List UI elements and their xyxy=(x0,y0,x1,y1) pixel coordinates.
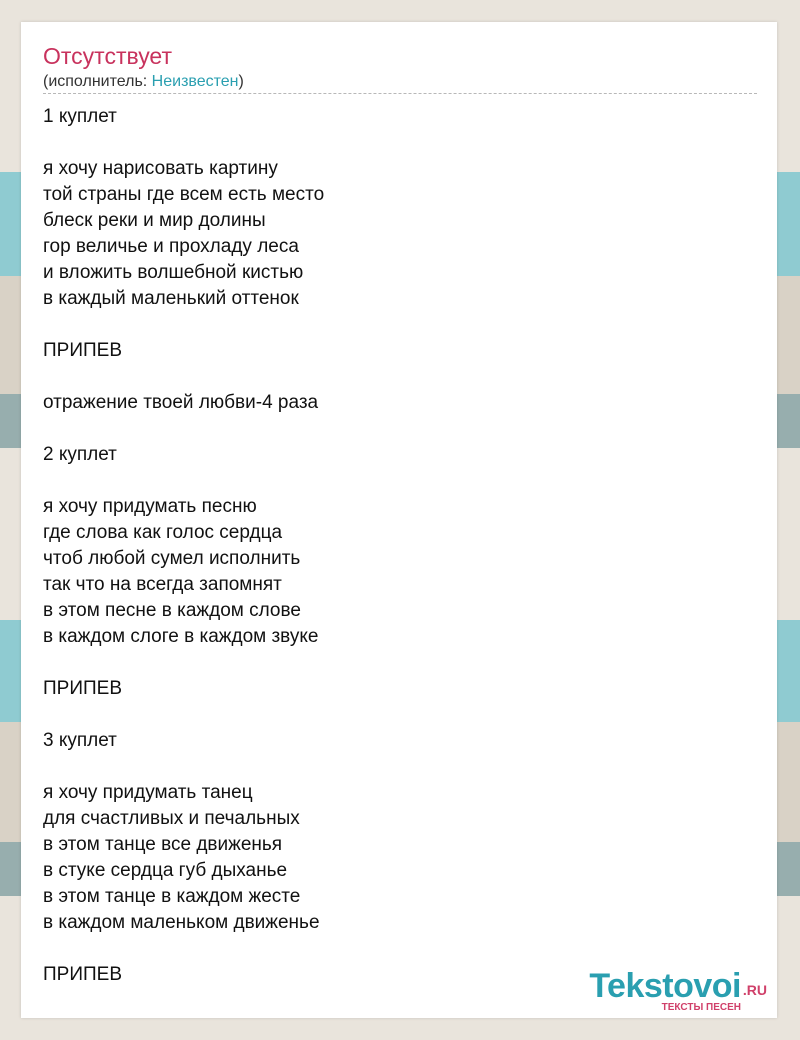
lyrics-line: в каждый маленький оттенок xyxy=(43,288,299,309)
lyrics-line: гор величье и прохладу леса xyxy=(43,236,299,257)
lyrics-blank-line xyxy=(43,468,743,494)
lyrics-line: в каждом слоге в каждом звуке xyxy=(43,626,319,647)
lyrics-blank-line xyxy=(43,754,743,780)
lyrics-line: и вложить волшебной кистью xyxy=(43,262,304,283)
title-divider xyxy=(43,93,757,94)
lyrics-blank-line xyxy=(43,312,743,338)
lyrics-line: для счастливых и печальных xyxy=(43,808,300,829)
song-title: Отсутствует xyxy=(43,43,172,69)
lyrics-line: 2 куплет xyxy=(43,444,117,465)
lyrics-line: блеск реки и мир долины xyxy=(43,210,266,231)
lyrics-line: в этом песне в каждом слове xyxy=(43,600,301,621)
artist-line xyxy=(43,72,244,92)
lyrics-line: чтоб любой сумел исполнить xyxy=(43,548,301,569)
lyrics-line: ПРИПЕВ xyxy=(43,964,122,985)
lyrics-blank-line xyxy=(43,364,743,390)
lyrics-line: в этом танце в каждом жесте xyxy=(43,886,301,907)
lyrics-line: той страны где всем есть место xyxy=(43,184,325,205)
artist-prefix: (исполнитель: xyxy=(43,73,152,90)
lyrics-line: 3 куплет xyxy=(43,730,117,751)
lyrics-blank-line xyxy=(43,936,743,962)
lyrics-line: отражение твоей любви-4 раза xyxy=(43,392,319,413)
lyrics-line: в стуке сердца губ дыханье xyxy=(43,860,288,881)
artist-suffix: ) xyxy=(238,73,244,90)
logo-name: Tekstovoi xyxy=(589,967,741,1005)
lyrics-line: так что на всегда запомнят xyxy=(43,574,282,595)
lyrics-line: я хочу нарисовать картину xyxy=(43,158,278,179)
lyrics-line: в этом танце все движенья xyxy=(43,834,283,855)
lyrics-blank-line xyxy=(43,650,743,676)
lyrics-line: 1 куплет xyxy=(43,106,117,127)
artist-link[interactable]: Неизвестен xyxy=(151,73,239,90)
lyrics-text xyxy=(43,104,743,988)
lyrics-line: ПРИПЕВ xyxy=(43,678,122,699)
logo-tld: .RU xyxy=(742,982,767,998)
lyrics-line: я хочу придумать песню xyxy=(43,496,257,517)
lyrics-blank-line xyxy=(43,130,743,156)
lyrics-line: я хочу придумать танец xyxy=(43,782,253,803)
lyrics-line: ПРИПЕВ xyxy=(43,340,122,361)
lyrics-blank-line xyxy=(43,416,743,442)
lyrics-card xyxy=(21,22,777,1018)
lyrics-line: в каждом маленьком движенье xyxy=(43,912,320,933)
logo-tagline: ТЕКСТЫ ПЕСЕН xyxy=(661,1002,741,1013)
lyrics-blank-line xyxy=(43,702,743,728)
site-logo[interactable] xyxy=(547,968,767,1016)
lyrics-line: где слова как голос сердца xyxy=(43,522,283,543)
